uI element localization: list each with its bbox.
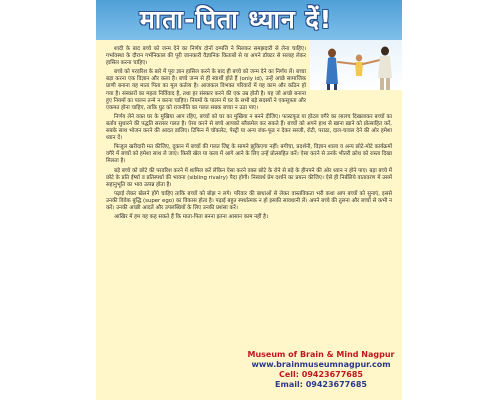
poster	[96, 0, 402, 400]
museum-name: Museum of Brain & Mind Nagpur	[247, 350, 395, 359]
page-title: माता-पिता ध्यान दें!	[139, 5, 333, 34]
article-paragraph: बड़े बच्चे को छोटे की परवरिश करने में शामिल करें लेकिन ऐसा करने वक्त छोटे के रोने से बड़े के हीनपने की ओर ध्यान न होने पाए। बड़ा बच्चे में छोटे के प्रति ईर्ष्या व प्रतिस्पर्धा की भावना (sibling rivalry) पैदा होगी। निस्वार्थ प्रेम दर्शाने का प्रयत्न कीजिए। ऐसे ही निर्बलिये वातावरण में उसमें सहानुभूति का भाव उत्पन्न होता है।	[106, 167, 392, 188]
article-paragraph: आखिर में हम यह कह सकते हैं कि माता-पिता बनना इतना आसान काम नहीं है।	[114, 214, 269, 221]
museum-email: Email: 09423677685	[275, 380, 367, 389]
article-paragraph: फिजूल खरीदारी मत कीजिए, दुकान में बच्चों की गलत जिद्द के सामने झुकिएगा नहीं। बगीचा, प्रदर्शनी, विज्ञान शाला व अन्य छोटे-मोटे कार्यक्रमों वगैरे में बच्चों को हमेशा साथ ले जाएं। किसी खेल या कला में आगे आने के लिए उन्हें प्रोत्साहित करें। ऐसा करने से उनके भीतरी क्रोध को रास्ता दिखा मिलता है।	[106, 144, 392, 165]
museum-cell: Cell: 09423677685	[279, 370, 363, 379]
article-body	[106, 46, 392, 223]
museum-website: www.brainmuseumnagpur.com	[251, 360, 391, 369]
article-paragraph: बच्चे को परवरिश के बारे में पूरा ज्ञान हासिल करने के बाद ही बच्चे को जन्म देने का निर्णय लें। बच्चा बड़ा करना एक विज्ञान और कला है। बच्चे जन्म से ही स्वार्थी होते हैं (only id), उन्हें अच्छे सामाजिक प्राणी बनाना यह माता पिता का मूल कर्तव्य है। आजकल विभक्त परिवारों में यह काम और कठिन हो गया है। संस्कारों का महत्व निर्विवाद है, तथा हर संस्कार करने की एक उम्र होती है। यह जो अच्छे बनाना हुए नियमों का पालन तन्मे न करना चाहिए। नियमों के पालन में घर के सभी बड़े सदस्यों ने एकसूत्रता और एकमत होना चाहिए, ताकि घुट को राजनीति का गलत सबक बच्चा न उठा पाए।	[106, 69, 306, 111]
header-banner	[96, 0, 402, 40]
museum-footer	[246, 350, 396, 398]
article-paragraph: पढ़ाई लेकर खेलने होंगे चाहिए ताकि बच्चों को बोझ न लगे। परिवार की बाधाओं से लेकर वास्तविकता भरी कथा आप बच्चों को सुनाएं, इससे उनकी विवेक बुद्धि (super ego) का विकास होता है। पढ़ाई बहुत स्पर्धात्मक न हो इसकी सावधानी लें। अपने बच्चे की तुलना और बच्चों से कभी न करें। उनकी अच्छी आदतें और उपलब्धियों के लिए उनकी प्रशंसा करें।	[106, 190, 392, 211]
article-paragraph: निर्णय लेने वक्त घर के मुखिया आप रहिए, बच्चों को घर का मुखिया न बनने दीजिए। फास्टफूड या होटल वगैरे का लालच दिखलाकर बच्चों का बर्ताव सुधारने की पद्धति सरासर गलत है। ऐसा करने से बच्चे आपको ब्लैकमेल कर सकते हैं। बच्चों को अपने हाथ से खाना खाने को प्रोत्साहित करें, सबके साथ भोजन करने की आदत डालिए। टिफिन में चॉकलेट, पेस्ट्री या अन्य जंक-फूड न देकर सब्जी, रोटी, पराठा, दाल-चावल देने की ओर हमेशा ध्यान दें।	[106, 113, 392, 142]
article-paragraph: शादी के बाद बच्चे को जन्म देने का निर्णय दोनों दम्पत्ति ने मिलकर समझदारी से लेना चाहिए। गर्भावस्था के दौरान गर्भनिकाल की पूरी जानकारी वैज्ञानिक किताबों से या अपने डॉक्टर से सलाह लेकर हासिल करना चाहिए।	[106, 46, 306, 67]
